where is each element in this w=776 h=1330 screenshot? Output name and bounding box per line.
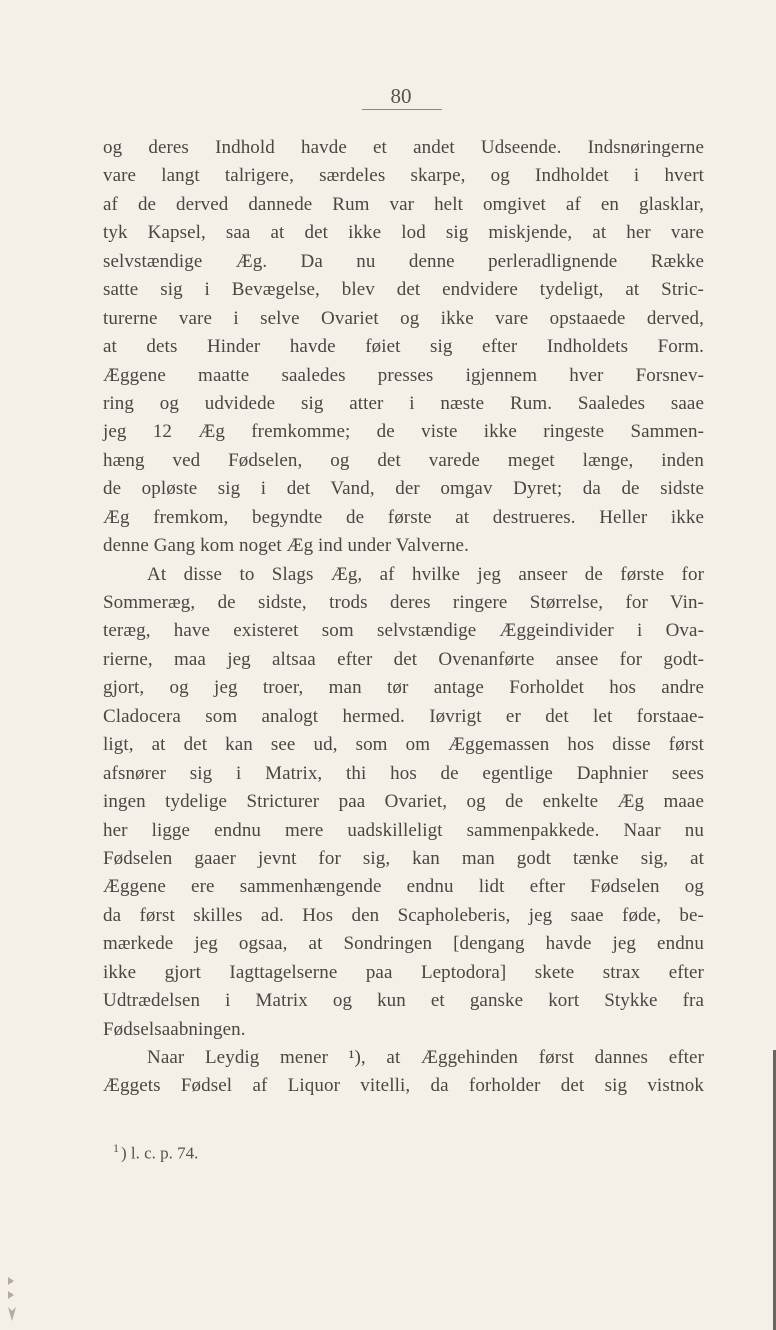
text-line: rierne, maa jeg altsaa efter det Ovenanførte ansee for godt- (103, 648, 704, 670)
text-line: mærkede jeg ogsaa, at Sondringen [dengang havde jeg endnu (103, 933, 704, 955)
text-line: vare langt talrigere, særdeles skarpe, og Indholdet i hvert (103, 165, 704, 187)
text-line: gjort, og jeg troer, man tør antage Forholdet hos andre (103, 677, 704, 699)
footnote-text: ) l. c. p. 74. (121, 1143, 199, 1163)
text-line: af de derved dannede Rum var helt omgivet af en glasklar, (103, 193, 704, 215)
text-line: hæng ved Fødselen, og det varede meget længe, inden (103, 449, 704, 471)
text-line: Æggets Fødsel af Liquor vitelli, da forholder det sig vistnok (103, 1075, 704, 1097)
text-line: Sommeræg, de sidste, trods deres ringere Størrelse, for Vin- (103, 592, 704, 613)
text-line: afsnører sig i Matrix, thi hos de egentlige Daphnier sees (103, 762, 704, 784)
text-line: Æg fremkom, begyndte de første at destrueres. Heller ikke (103, 506, 704, 528)
text-line: ligt, at det kan see ud, som om Æggemassen hos disse først (103, 734, 704, 756)
text-line: Fødselen gaaer jevnt for sig, kan man godt tænke sig, at (103, 847, 704, 869)
text-line: Cladocera som analogt hermed. Iøvrigt er det let forstaae- (103, 705, 704, 727)
text-line: Fødselsaabningen. (103, 1018, 246, 1040)
text-line: turerne vare i selve Ovariet og ikke vare opstaaede derved, (103, 307, 704, 329)
body-text (103, 134, 704, 1101)
paragraph (103, 561, 704, 1044)
text-line: Udtrædelsen i Matrix og kun et ganske kort Stykke fra (103, 990, 704, 1012)
text-line: at dets Hinder havde føiet sig efter Indholdets Form. (103, 336, 704, 358)
footnote (113, 1137, 198, 1165)
paragraph (103, 1044, 704, 1101)
footnote-mark: 1 (113, 1141, 119, 1155)
text-line: At disse to Slags Æg, af hvilke jeg anseer de første for (147, 563, 704, 585)
text-line: Æggene ere sammenhængende endnu lidt efter Fødselen og (103, 876, 704, 898)
text-line: ingen tydelige Stricturer paa Ovariet, og de enkelte Æg maae (103, 791, 704, 813)
text-line: ring og udvidede sig atter i næste Rum. Saaledes saae (103, 392, 704, 414)
text-line: Æggene maatte saaledes presses igjennem hver Forsnev- (103, 364, 704, 386)
text-line: de opløste sig i det Vand, der omgav Dyret; da de sidste (103, 478, 704, 500)
text-line: tyk Kapsel, saa at det ikke lod sig miskjende, at her vare (103, 222, 704, 244)
text-line: jeg 12 Æg fremkomme; de viste ikke ringeste Sammen- (103, 421, 704, 443)
page-number: 80 (390, 84, 412, 108)
text-line: ikke gjort Iagttagelserne paa Leptodora] skete strax efter (103, 961, 704, 983)
text-line: denne Gang kom noget Æg ind under Valverne. (103, 535, 469, 557)
text-line: da først skilles ad. Hos den Scapholeberis, jeg saae føde, be- (103, 904, 704, 926)
paragraph (103, 134, 704, 561)
text-line: og deres Indhold havde et andet Udseende. Indsnøringerne (103, 137, 704, 158)
text-line: selvstændige Æg. Da nu denne perleradlignende Række (103, 250, 704, 272)
text-line: Naar Leydig mener ¹), at Æggehinden først dannes efter (147, 1047, 704, 1068)
binding-edge-marks (6, 1275, 20, 1325)
text-line: her ligge endnu mere uadskilleligt sammenpakkede. Naar nu (103, 819, 704, 841)
text-line: satte sig i Bevægelse, blev det endvidere tydeligt, at Stric- (103, 279, 704, 301)
page-number-rule (362, 109, 442, 110)
text-line: teræg, have existeret som selvstændige Æggeindivider i Ova- (103, 620, 704, 642)
